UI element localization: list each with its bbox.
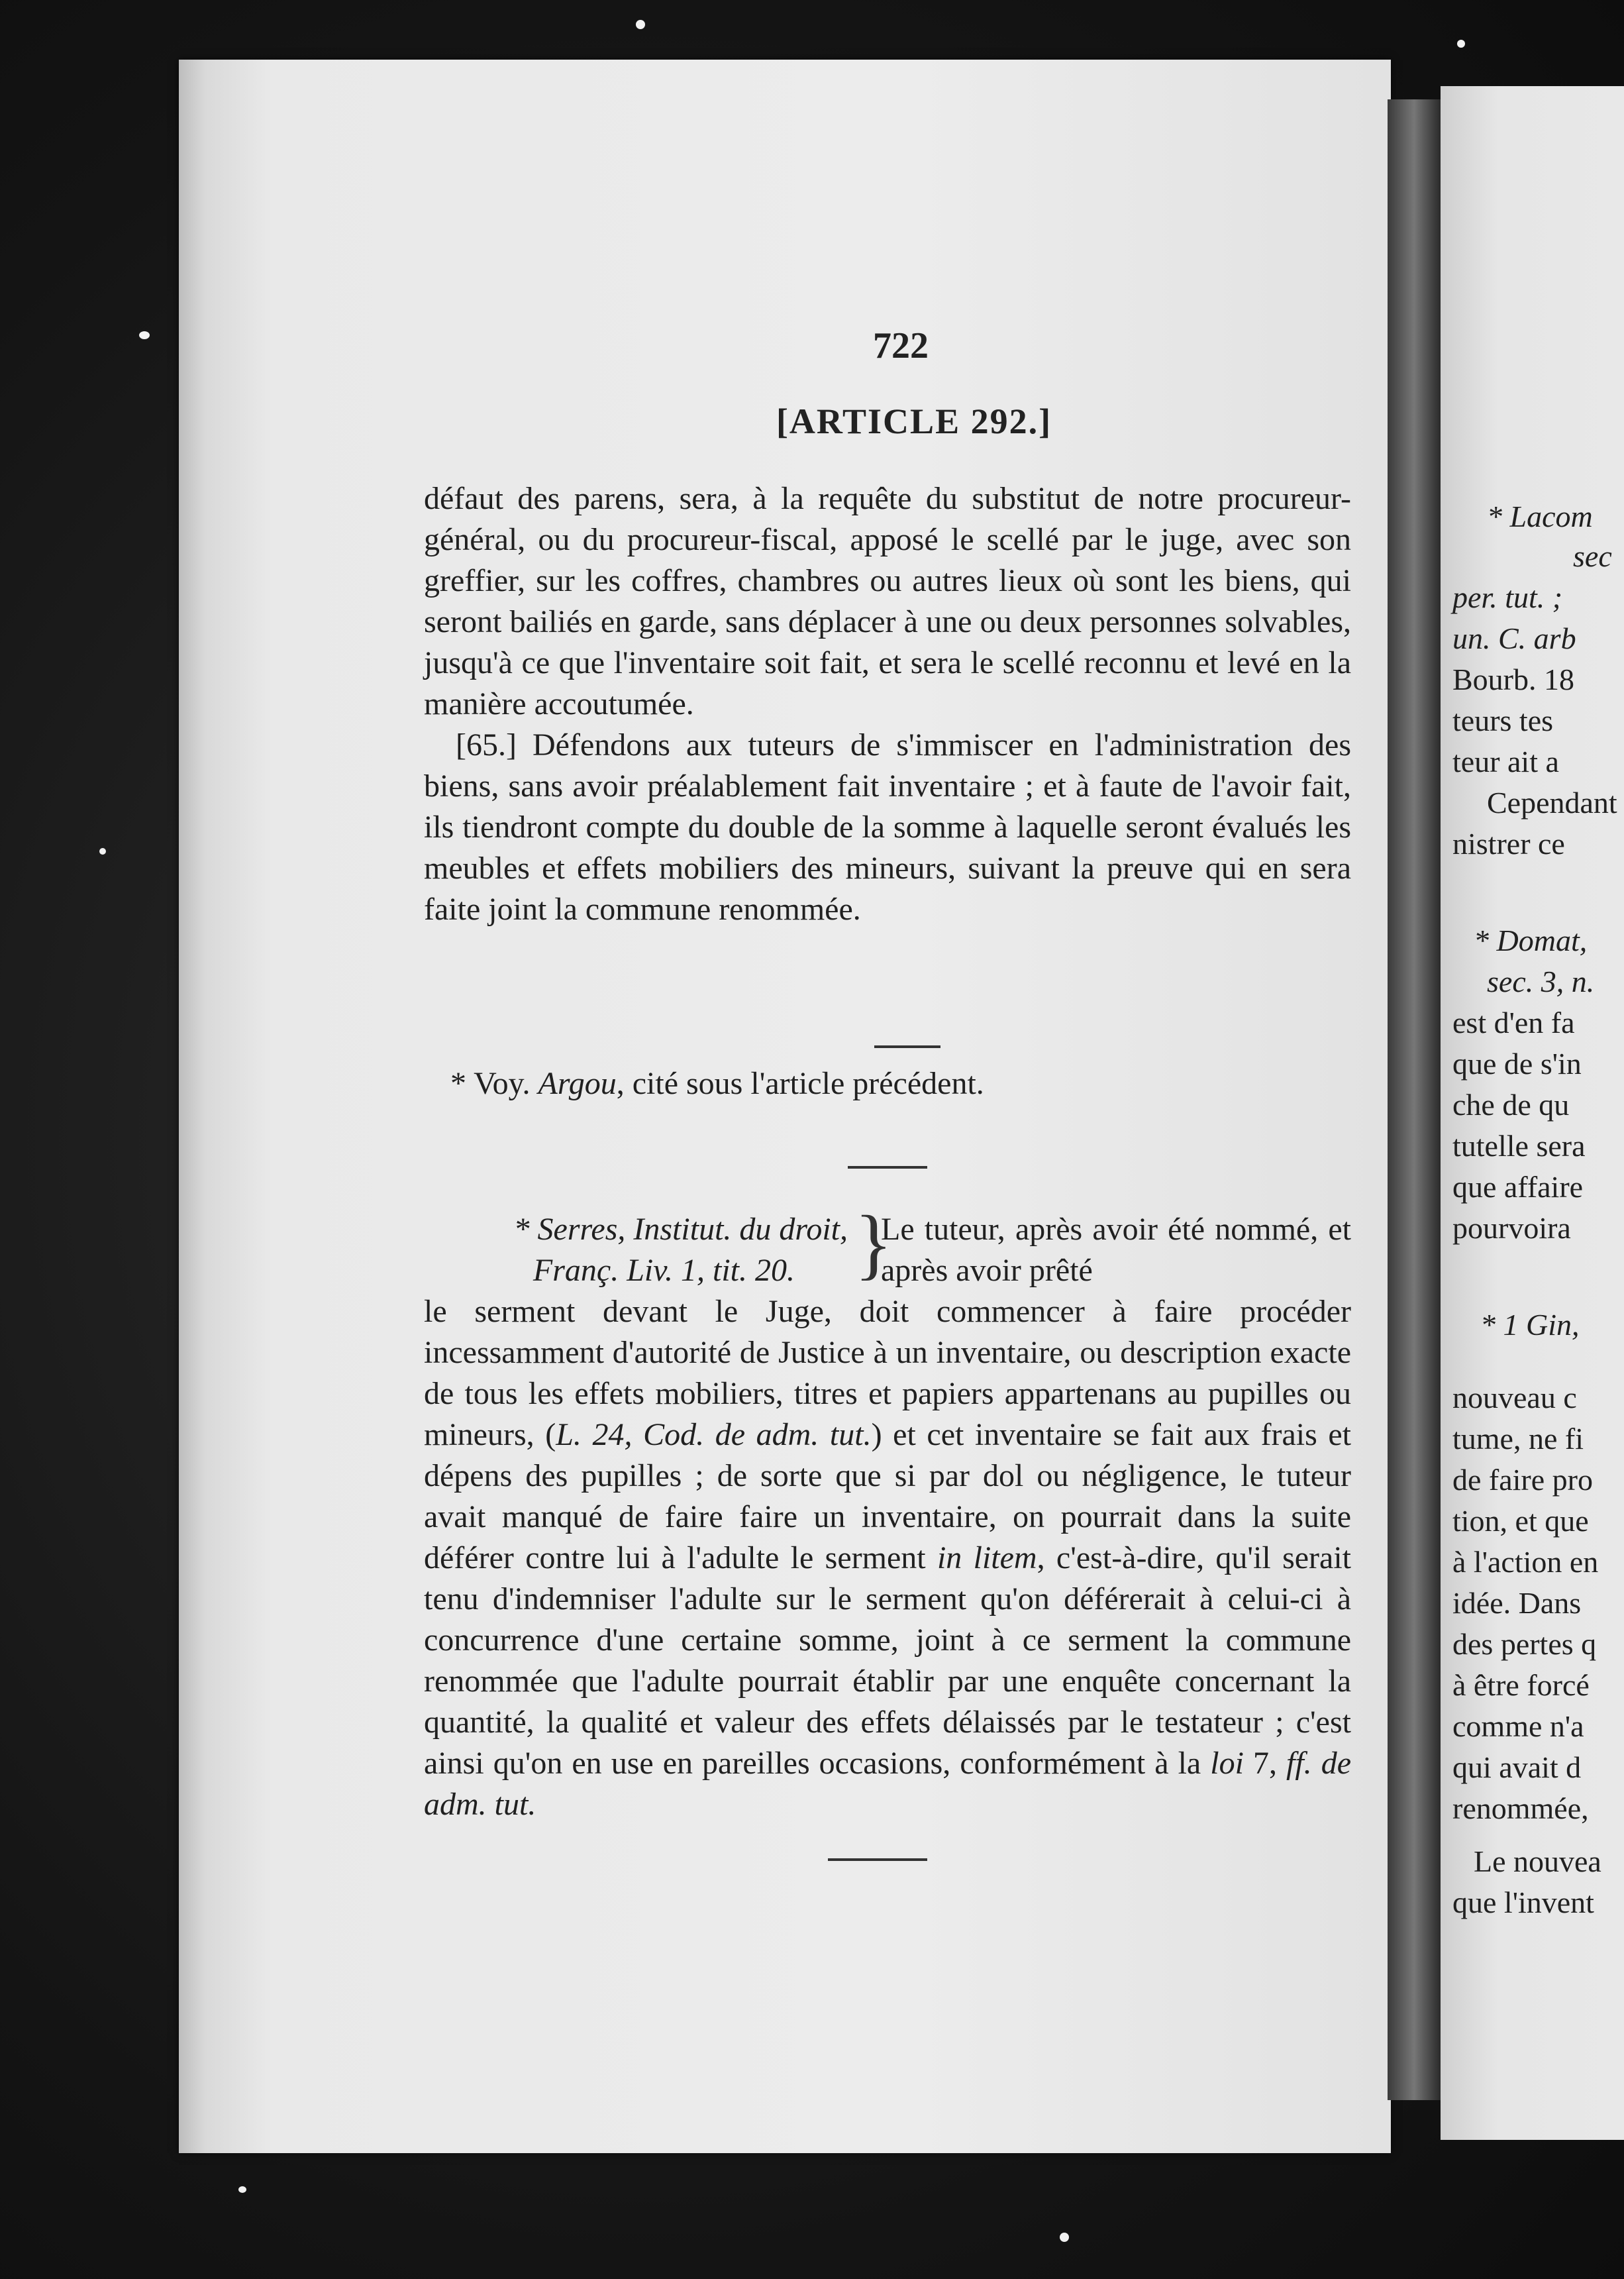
scan-speck	[238, 2186, 246, 2193]
serres-ref-ff: ff. de adm. tut.	[424, 1746, 1351, 1822]
right-line: * 1 Gin,	[1480, 1308, 1580, 1342]
right-line: sec. 3, n.	[1487, 965, 1595, 998]
right-line: idée. Dans	[1452, 1586, 1582, 1620]
right-line: renommée,	[1452, 1791, 1589, 1825]
right-line: nistrer ce	[1452, 827, 1565, 861]
serres-citation	[424, 1209, 854, 1291]
serres-ref-in-litem: in litem	[937, 1540, 1037, 1575]
scan-speck	[99, 848, 106, 855]
right-line: Bourb. 18	[1452, 662, 1574, 696]
right-page	[1441, 86, 1624, 2140]
book-gutter	[1388, 99, 1441, 2100]
right-line: que de s'in	[1452, 1047, 1582, 1081]
right-line: que l'invent	[1452, 1885, 1594, 1919]
note-voy	[450, 1063, 1311, 1104]
right-line: pourvoira	[1452, 1211, 1571, 1245]
main-text	[424, 478, 1351, 930]
brace-glyph: }	[854, 1199, 893, 1287]
right-line: Le nouvea	[1474, 1844, 1601, 1878]
right-line: que affaire	[1452, 1170, 1584, 1204]
right-line: teurs tes	[1452, 704, 1554, 737]
right-line: sec	[1573, 539, 1612, 573]
section-rule	[848, 1166, 927, 1169]
section-rule	[874, 1045, 940, 1048]
note-voy-author: Argou	[538, 1066, 617, 1101]
right-line: * Lacom	[1487, 500, 1593, 533]
right-line: de faire pro	[1452, 1463, 1593, 1497]
note-voy-suffix: , cité sous l'article précédent.	[616, 1066, 984, 1101]
right-line: teur ait a	[1452, 745, 1559, 778]
scan-speck	[139, 331, 150, 339]
scan-speck	[1060, 2233, 1069, 2242]
serres-ref-loi: loi	[1210, 1746, 1244, 1781]
serres-citation-line2: Franç. Liv. 1, tit. 20.	[533, 1253, 795, 1288]
right-line: tume, ne fi	[1452, 1422, 1584, 1456]
paragraph-65: [65.] Défendons aux tuteurs de s'immiscer en l'administration des biens, sans avoir préalablement fait inventaire ; et à faute de l'avoir fait, ils tiendront compte du double de la somme à laquelle seront évalués les meubles et effets mobiliers des mineurs, suivant la preuve qui en sera faite joint la commune renommée.	[424, 727, 1351, 927]
right-line: Cependant	[1487, 786, 1617, 820]
right-line: che de qu	[1452, 1088, 1570, 1122]
article-heading: [ARTICLE 292.]	[776, 401, 1052, 441]
serres-body-c: , c'est-à-dire, qu'il serait tenu d'indemniser l'adulte sur le serment qu'on déférerait à celui-ci à concurrence d'une certaine somme, joint à ce serment la commune renommée que l'adulte pourrait établir par une enquête concernant la quantité, la qualité et valeur des effets délaissés par le testateur ; c'est ainsi qu'on en use en pareilles occasions, conformément à la	[424, 1540, 1352, 1781]
right-line: un. C. arb	[1452, 621, 1576, 655]
serres-ref-code: L. 24, Cod. de adm. tut.	[556, 1417, 872, 1452]
serres-citation-line1: * Serres, Institut. du droit,	[513, 1212, 848, 1247]
serres-body-d: 7,	[1243, 1746, 1286, 1781]
serres-lead: Le tuteur, après avoir été nommé, et après avoir prêté	[881, 1212, 1351, 1288]
right-line: des pertes q	[1452, 1627, 1597, 1661]
serres-body	[424, 1291, 1351, 1825]
right-line: est d'en fa	[1452, 1006, 1575, 1039]
serres-header	[424, 1199, 1351, 1291]
scan-speck	[636, 20, 645, 29]
right-line: tion, et que	[1452, 1504, 1589, 1538]
paragraph-defaut: défaut des parens, sera, à la requête du substitut de notre procureur-général, ou du procureur-fiscal, apposé le scellé par le juge, avec son greffier, sur les coffres, chambres ou autres lieux où sont les biens, qui seront bailiés en garde, sans déplacer à une ou deux personnes solvables, jusqu'à ce que l'inventaire soit fait, et sera le scellé reconnu et levé en la manière accoutumée.	[424, 481, 1351, 721]
note-voy-prefix: * Voy.	[450, 1066, 538, 1101]
right-line: à être forcé	[1452, 1668, 1590, 1702]
serres-commentary	[424, 1199, 1352, 1825]
serres-body-a: le serment devant le Juge, doit commencer à faire procéder incessamment d'autorité de Justice à un inventaire, ou description exacte de tous les effets mobiliers, titres et papiers appartenans au pupilles ou mineurs, (	[424, 1294, 1351, 1452]
left-page	[179, 60, 1391, 2153]
right-line: à l'action en	[1452, 1545, 1599, 1579]
right-line: tutelle sera	[1452, 1129, 1586, 1163]
scan-speck	[1457, 40, 1465, 48]
right-line: per. tut. ;	[1452, 580, 1563, 614]
right-line: qui avait d	[1452, 1750, 1582, 1784]
right-line: comme n'a	[1452, 1709, 1584, 1743]
page-number: 722	[873, 325, 929, 366]
right-line: * Domat,	[1474, 924, 1588, 957]
section-rule	[828, 1858, 927, 1861]
serres-body-b: ) et cet inventaire se fait aux frais et dépens des pupilles ; de sorte que si par dol ou négligence, le tuteur avait manqué de faire faire un inventaire, on pourrait dans la suite déférer contre lui à l'adulte le serment	[424, 1417, 1352, 1575]
right-line: nouveau c	[1452, 1381, 1577, 1414]
